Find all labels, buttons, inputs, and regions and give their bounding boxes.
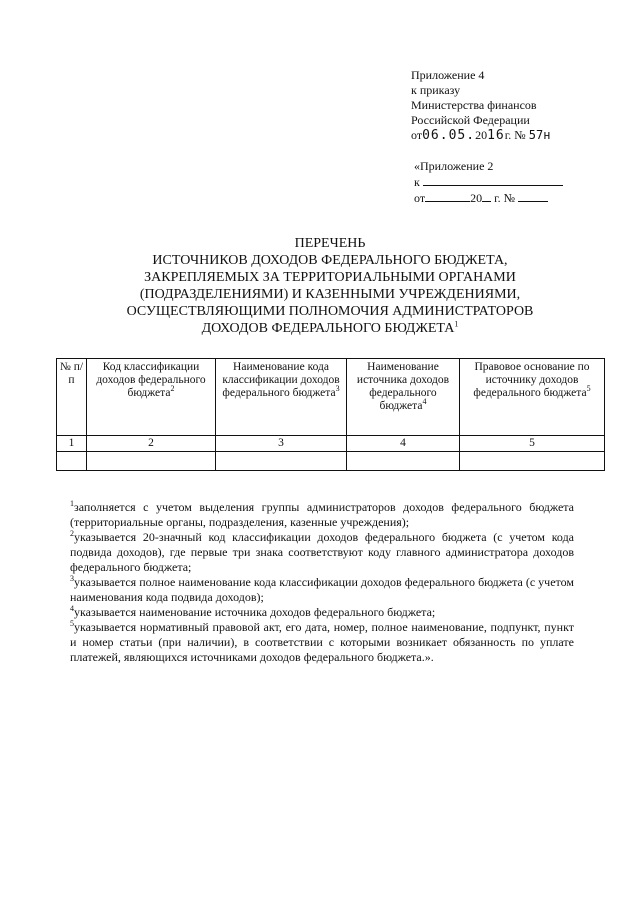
empty-cell — [87, 452, 216, 471]
header-text: № п/п — [59, 361, 84, 386]
date-value: 06.05. — [422, 128, 476, 143]
number-prefix: г. № — [504, 128, 526, 142]
header-cell-source-name — [347, 359, 460, 436]
appendix-order-line: к приказу — [411, 83, 461, 97]
inner-appendix-k: к — [414, 175, 420, 189]
footnote — [70, 500, 574, 530]
header-cell-number — [57, 359, 87, 436]
header-footnote-mark: 5 — [586, 384, 591, 394]
footnote-text: заполняется с учетом выделения группы администраторов доходов федерального бюджета (территориальные органы, подразделения, казенные учреждения); — [70, 500, 574, 529]
column-number: 3 — [216, 436, 347, 452]
date-blank — [425, 190, 470, 202]
order-blank — [423, 174, 563, 186]
inner-number-prefix: г. № — [494, 191, 516, 205]
header-text: Наименование источника доходов федерального бюджета — [356, 361, 450, 412]
inner-date-prefix: от — [414, 191, 426, 205]
order-number: 57н — [528, 128, 551, 142]
date-prefix: от — [411, 128, 423, 142]
inner-year-prefix: 20 — [470, 191, 483, 205]
table-number-row — [57, 436, 605, 452]
footnote — [70, 620, 574, 665]
appendix-date-line — [411, 128, 550, 143]
appendix-header — [411, 68, 550, 143]
heading-line: ИСТОЧНИКОВ ДОХОДОВ ФЕДЕРАЛЬНОГО БЮДЖЕТА, — [152, 253, 508, 268]
footnote-mark: 1 — [70, 499, 74, 508]
heading-last-line: ДОХОДОВ ФЕДЕРАЛЬНОГО БЮДЖЕТА — [201, 321, 455, 336]
empty-cell — [347, 452, 460, 471]
header-footnote-mark: 4 — [422, 397, 427, 407]
footnote-text: указывается 20-значный код классификации доходов федерального бюджета (с учетом кода подвида доходов), где первые три знака соответствуют коду главного администратора доходов федерального бюджета; — [70, 530, 574, 574]
footnote-mark: 4 — [70, 604, 74, 613]
footnote-text: указывается наименование источника доходов федерального бюджета; — [74, 605, 436, 619]
header-cell-legal-basis — [460, 359, 605, 436]
year-value: 16 — [487, 128, 505, 143]
heading-line: ЗАКРЕПЛЯЕМЫХ ЗА ТЕРРИТОРИАЛЬНЫМИ ОРГАНАМИ — [144, 270, 516, 285]
year-prefix: 20 — [475, 128, 488, 142]
heading-line — [90, 320, 570, 337]
revenue-sources-table — [56, 358, 605, 471]
footnote — [70, 575, 574, 605]
appendix-title: Приложение 4 — [411, 68, 485, 82]
column-number: 5 — [460, 436, 605, 452]
number-blank — [518, 190, 548, 202]
inner-appendix-title: «Приложение 2 — [414, 159, 494, 173]
footnote-mark: 3 — [70, 574, 74, 583]
footnote-mark: 2 — [70, 529, 74, 538]
header-text: Код классификации доходов федерального бюджета — [96, 361, 206, 399]
footnotes — [70, 500, 574, 665]
footnote-text: указывается полное наименование кода классификации доходов федерального бюджета (с учетом наименования кода подвида доходов); — [70, 575, 574, 604]
table-header-row — [57, 359, 605, 436]
document-heading — [90, 235, 570, 337]
year-blank — [482, 190, 491, 202]
inner-appendix-date-line — [414, 190, 563, 206]
column-number: 4 — [347, 436, 460, 452]
appendix-country-line: Российской Федерации — [411, 113, 530, 127]
header-cell-code — [87, 359, 216, 436]
header-text: Наименование кода классификации доходов федерального бюджета — [222, 361, 340, 399]
inner-appendix — [414, 159, 563, 206]
header-footnote-mark: 3 — [335, 384, 340, 394]
column-number: 2 — [87, 436, 216, 452]
heading-footnote-mark: 1 — [454, 319, 459, 329]
table-empty-row — [57, 452, 605, 471]
empty-cell — [57, 452, 87, 471]
header-cell-code-name — [216, 359, 347, 436]
empty-cell — [460, 452, 605, 471]
appendix-ministry-line: Министерства финансов — [411, 98, 537, 112]
header-text: Правовое основание по источнику доходов федерального бюджета — [473, 361, 590, 399]
heading-line: (ПОДРАЗДЕЛЕНИЯМИ) И КАЗЕННЫМИ УЧРЕЖДЕНИЯМИ, — [139, 287, 521, 302]
column-number: 1 — [57, 436, 87, 452]
footnote-mark: 5 — [70, 619, 74, 628]
footnote-text: указывается нормативный правовой акт, его дата, номер, полное наименование, подпункт, пункт и номер статьи (при наличии), в соответствии с которыми возникает обязанность по уплате платежей, являющихся источниками доходов федерального бюджета.». — [70, 620, 574, 664]
footnote — [70, 530, 574, 575]
footnote — [70, 605, 574, 620]
inner-appendix-order-line — [414, 174, 563, 190]
heading-line: ПЕРЕЧЕНЬ — [294, 236, 366, 251]
empty-cell — [216, 452, 347, 471]
header-footnote-mark: 2 — [170, 384, 175, 394]
heading-line: ОСУЩЕСТВЛЯЮЩИМИ ПОЛНОМОЧИЯ АДМИНИСТРАТОРОВ — [126, 304, 534, 319]
